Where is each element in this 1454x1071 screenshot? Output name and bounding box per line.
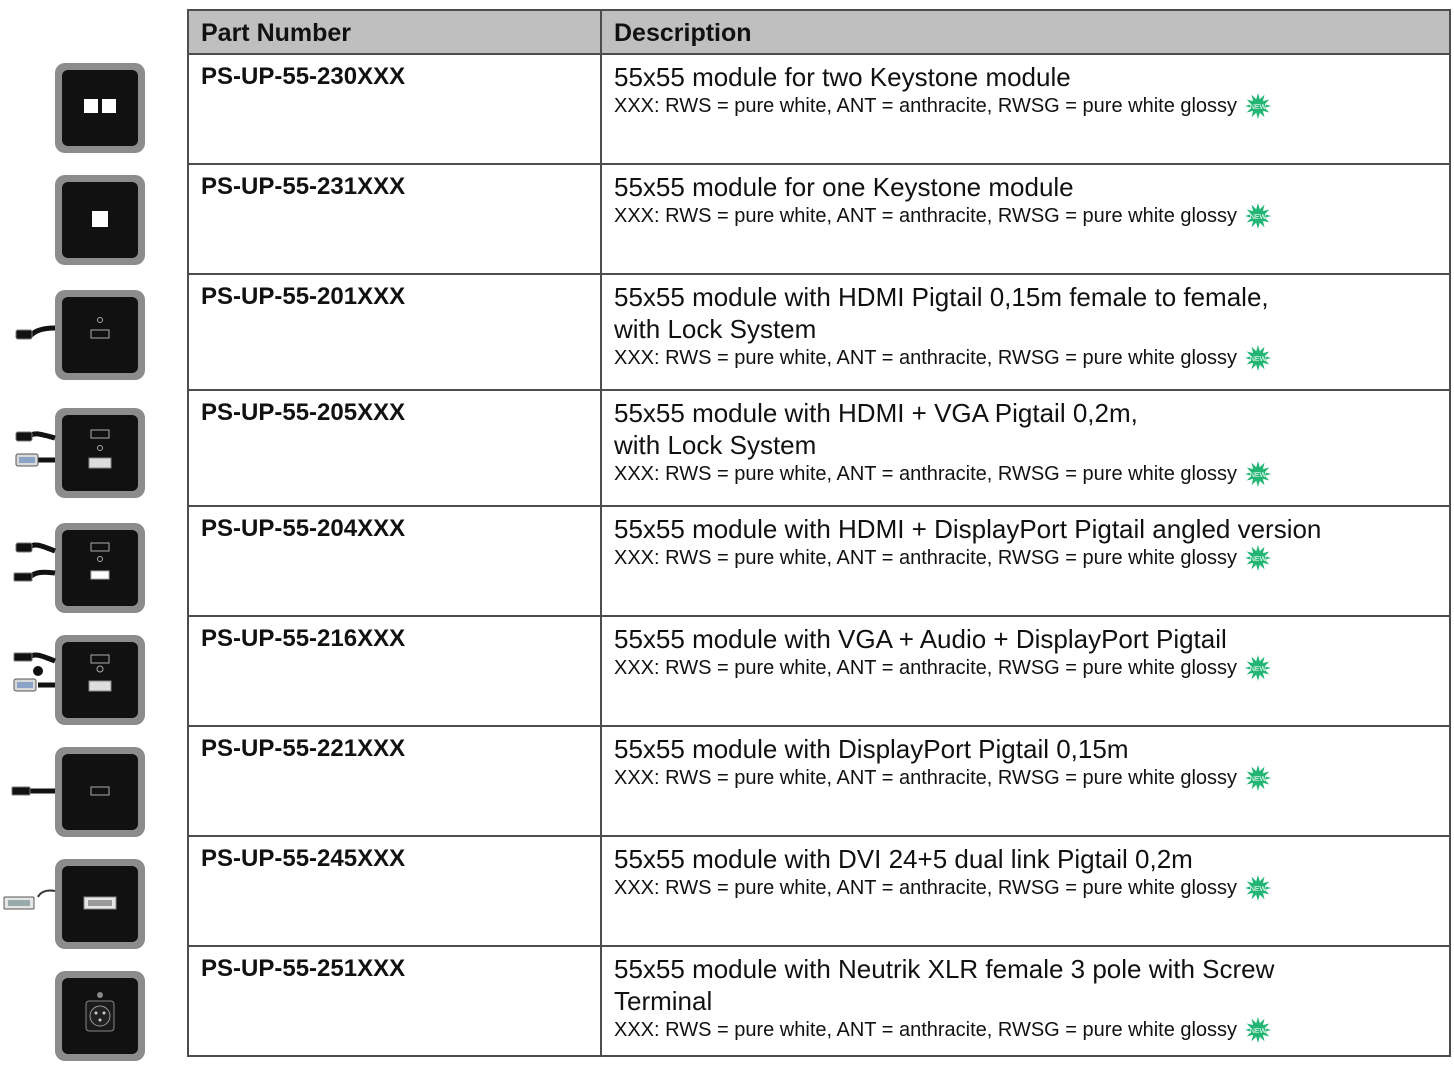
color-options-note [614,203,1437,229]
color-options-text: XXX: RWS = pure white, ANT = anthracite, RWSG = pure white glossy [614,877,1238,899]
part-number-cell: PS-UP-55-245XXX [188,836,601,946]
description-text: 55x55 module with DVI 24+5 dual link Pigtail 0,2m [614,844,1193,874]
color-options-text: XXX: RWS = pure white, ANT = anthracite, RWSG = pure white glossy [614,347,1238,369]
description-text: 55x55 module for two Keystone module [614,62,1071,92]
description-cell [601,616,1450,726]
description-text: 55x55 module with HDMI + DisplayPort Pigtail angled version [614,514,1322,544]
color-options-text: XXX: RWS = pure white, ANT = anthracite, RWSG = pure white glossy [614,95,1238,117]
new-badge-icon [1243,461,1273,487]
description-text: 55x55 module with HDMI Pigtail 0,15m female to female, [614,282,1269,312]
new-badge-text: NEW [1249,104,1267,111]
table-row [188,726,1450,836]
new-badge-icon [1243,655,1273,681]
new-badge-text: NEW [1249,776,1267,783]
description-text: 55x55 module with VGA + Audio + DisplayPort Pigtail [614,624,1227,654]
description-text: Terminal [614,986,713,1016]
description-cell [601,274,1450,390]
color-options-note [614,345,1437,371]
color-options-note [614,1017,1437,1043]
color-options-note [614,93,1437,119]
product-image-two-keystone [0,53,150,163]
new-badge-icon [1243,545,1273,571]
description-cell [601,506,1450,616]
table-row [188,164,1450,274]
description-cell [601,54,1450,164]
description-cell [601,946,1450,1056]
description-text: 55x55 module with Neutrik XLR female 3 pole with Screw [614,954,1275,984]
color-options-text: XXX: RWS = pure white, ANT = anthracite, RWSG = pure white glossy [614,657,1238,679]
part-number-cell: PS-UP-55-230XXX [188,54,601,164]
new-badge-icon [1243,203,1273,229]
table-row [188,506,1450,616]
new-badge-icon [1243,875,1273,901]
color-options-note [614,765,1437,791]
product-image-vga-audio-dp [0,625,150,735]
new-badge-icon [1243,765,1273,791]
description-text: 55x55 module with HDMI + VGA Pigtail 0,2m, [614,398,1138,428]
part-number-cell: PS-UP-55-216XXX [188,616,601,726]
part-number-cell: PS-UP-55-221XXX [188,726,601,836]
description-cell [601,164,1450,274]
table-row [188,946,1450,1056]
description-cell [601,726,1450,836]
color-options-text: XXX: RWS = pure white, ANT = anthracite, RWSG = pure white glossy [614,205,1238,227]
table-header-row [188,10,1450,54]
table-row [188,54,1450,164]
new-badge-icon [1243,345,1273,371]
new-badge-text: NEW [1249,886,1267,893]
new-badge-icon [1243,93,1273,119]
color-options-note [614,461,1437,487]
description-text: 55x55 module with DisplayPort Pigtail 0,15m [614,734,1129,764]
new-badge-icon [1243,1017,1273,1043]
product-image-xlr [0,961,150,1071]
color-options-note [614,655,1437,681]
color-options-text: XXX: RWS = pure white, ANT = anthracite, RWSG = pure white glossy [614,547,1238,569]
color-options-text: XXX: RWS = pure white, ANT = anthracite, RWSG = pure white glossy [614,767,1238,789]
product-image-hdmi-dp [0,513,150,623]
color-options-text: XXX: RWS = pure white, ANT = anthracite, RWSG = pure white glossy [614,1019,1238,1041]
color-options-text: XXX: RWS = pure white, ANT = anthracite, RWSG = pure white glossy [614,463,1238,485]
color-options-note [614,875,1437,901]
table-row [188,390,1450,506]
description-cell [601,390,1450,506]
table-row [188,616,1450,726]
description-text: with Lock System [614,430,817,460]
table-row [188,274,1450,390]
product-image-hdmi-vga [0,395,150,511]
color-options-note [614,545,1437,571]
part-number-cell: PS-UP-55-231XXX [188,164,601,274]
new-badge-text: NEW [1249,556,1267,563]
part-number-cell: PS-UP-55-201XXX [188,274,601,390]
description-text: with Lock System [614,314,817,344]
product-table [187,9,1451,1057]
description-text: 55x55 module for one Keystone module [614,172,1074,202]
table-row [188,836,1450,946]
product-image-hdmi [0,277,150,393]
new-badge-text: NEW [1249,356,1267,363]
new-badge-text: NEW [1249,472,1267,479]
product-image-displayport [0,737,150,847]
product-image-one-keystone [0,165,150,275]
product-image-dvi [0,849,150,959]
product-table-wrapper [187,9,1449,1057]
column-header-part-number: Part Number [188,10,601,54]
new-badge-text: NEW [1249,666,1267,673]
new-badge-text: NEW [1249,214,1267,221]
part-number-cell: PS-UP-55-251XXX [188,946,601,1056]
part-number-cell: PS-UP-55-205XXX [188,390,601,506]
part-number-cell: PS-UP-55-204XXX [188,506,601,616]
new-badge-text: NEW [1249,1028,1267,1035]
column-header-description: Description [601,10,1450,54]
description-cell [601,836,1450,946]
